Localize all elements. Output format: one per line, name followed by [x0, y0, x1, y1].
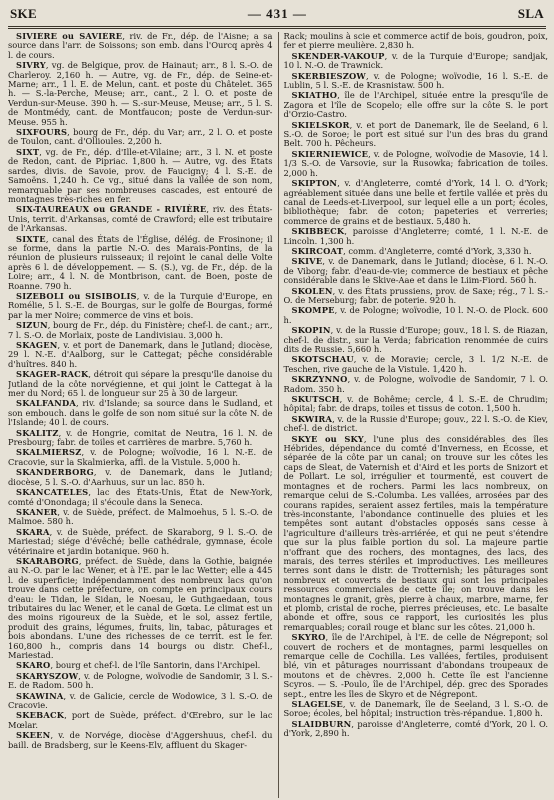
dictionary-entry: [8, 448, 273, 467]
entry-text: , v. de Pologne, woïvodie de Sandomir, 7 l. O. Radom. 350 h.: [283, 374, 548, 394]
dictionary-entry: [8, 528, 273, 556]
entry-headword: SKERBIESZOW: [291, 70, 366, 81]
entry-text: , v. de la Russie d'Europe; gouv., 22 l. S.-O. de Kiev, chef-l. de district.: [283, 413, 548, 434]
entry-headword: SKAGEN: [16, 340, 58, 350]
dictionary-entry: [8, 235, 273, 291]
dictionary-entry: [284, 52, 549, 71]
entry-headword: SKEEN: [16, 730, 51, 741]
header-rule: [8, 26, 546, 27]
entry-text: , v. d'Angleterre, comté d'York, 14 l. O. d'York; agréablement située dans une belle et fertile vallée et près du canal de Leeds-et-Liverpool, sur lequel elle a un port; écoles, bibliothèque; fabr. de coton; papeteries et verreries; commerce de grains et de bestiaux. 5,480 h.: [283, 178, 548, 226]
entry-headword: SKANCATELES: [16, 487, 89, 498]
entry-text: , v. et port de Danemark, île de Seeland, 6 l. S.-O. de Soroe; le port est situé sur l'un des bras du grand Belt. 700 h. Pêcheurs.: [283, 119, 548, 149]
entry-headword: SKUTSCH: [291, 394, 340, 405]
dictionary-entry: [284, 179, 549, 226]
text-columns: [8, 32, 548, 798]
dictionary-entry: [8, 32, 273, 60]
dictionary-entry: [8, 557, 273, 660]
entry-text: , v. de Suède, préfect. de Malmoehus, 5 l. S.-O. de Malmoe. 580 h.: [8, 506, 273, 527]
dictionary-entry: [284, 121, 549, 149]
entry-headword: SKEBACK: [16, 710, 65, 721]
dictionary-entry: [8, 61, 273, 127]
entry-headword: SKOLEN: [291, 285, 333, 296]
dictionary-entry: [8, 488, 273, 507]
entry-text: , v. de Suède, préfect. de Skaraborg, 9 l. S.-O. de Mariestad; siége d'évêché; belle cathédrale, gymnase, école vétérinaire et jardin botanique. 960 h.: [8, 526, 273, 556]
entry-text: , v. et port de Danemark, dans le Jutland; diocèse, 29 l. N.-E. d'Aalborg, sur le Cattegat; pêche considérable d'huîtres. 840 h.: [8, 340, 273, 369]
dictionary-entry: [284, 247, 549, 256]
entry-headword: SKOTSCHAU: [291, 354, 354, 365]
left-column: [8, 32, 278, 798]
dictionary-entry: [8, 692, 273, 711]
entry-text: , riv. des États-Unis, territ. d'Arkansas, comté de Crawford; elle est tributaire de l'Arkansas.: [8, 204, 273, 234]
dictionary-entry: [8, 321, 273, 340]
entry-text: , l'une plus des considérables des îles Hébrides, dépendance du comté d'Inverness, en Écosse, et séparée de la côte par un canal; on trouve sur les côtes les caps de Sleat, de Vaternish et d'Aird et les ports de Snizort et de Pollart. Le sol, irrégulier et tourmenté, est couvert de montagnes et de rochers. Parmi les lacs nombreux, on remarque celui de S.-Columba. Les vallées, arrosées par des courans rapides, seraient assez fertiles, mais la température très-inconstante, l'abondance continuelle des pluies et les tempêtes sont autant d'obstacles opposés sans cesse à l'agriculture d'ailleurs très-arriérée, et qui ne peut s'étendre que sur la plus faible portion du sol. La majeure partie n'offrant que des rochers, des montagnes, des lacs, des marais, des terres stériles et improductives. Les meilleures terres sont dans le distr. de Trotternish; les pâturages sont nombreux et couverts de bestiaux qui sont les principales ressources commerciales de cette île; on trouve dans les montagnes le granit, grès, pierre à chaux, marbre, marne, fer et plomb, cristal de roche, pierres précieuses, etc. Le basalte abonde et offre, sous ce rapport, les curiosités les plus remarquables; corail rouge et blanc sur les côtes. 21,000 h.: [283, 433, 548, 632]
entry-headword: SKARO: [16, 660, 51, 671]
entry-headword: SKOPIN: [291, 325, 331, 336]
dictionary-entry: [284, 415, 549, 434]
entry-text: , vg. de Belgique, prov. de Hainaut; arr., 8 l. S.-O. de Charleroy. 2,160 h. — Autre, vg. de Fr., dép. de Seine-et-Marne; arr., 1 l. E. de Melun, cant. et poste du Châtelet. 365 h. — S.-la-Perche, Meuse; arr., cant., 2 l. O. et poste de Verdun-sur-Meuse. 390 h. — S.-sur-Meuse, Meuse; arr., 5 l. S. de Montmédy, cant. de Montfaucon; poste de Verdun-sur-Meuse. 955 h.: [8, 60, 273, 127]
entry-headword: SIXTE: [16, 233, 46, 244]
dictionary-entry: [8, 711, 273, 730]
header-rule-secondary: [8, 28, 546, 29]
entry-headword: SLAGELSE: [291, 699, 343, 710]
entry-headword: SKALITZ: [16, 427, 59, 438]
entry-text: , canal des États de l'Église, délég. de Frosinone; il se forme, dans la partie N.-O. des Marais-Pontins, de la réunion de plusieurs ruisseaux; il rejoint le canal delle Volte après 6 l. de développement. — S. (S.), vg. de Fr., dép. de la Loire; arr., 4 l. N. de Montbrison, cant. de Boen, poste de Roanne. 790 h.: [8, 233, 273, 291]
entry-headword: SLAIDBURN: [291, 718, 352, 729]
dictionary-entry: [284, 91, 549, 119]
entry-text: , v. de la Russie d'Europe; gouv., 18 l. S. de Riazan, chef-l. de distr., sur la Verda; fabrication renommée de cuirs dits de Russie. 5,660 h.: [283, 325, 548, 354]
entry-headword: SIXT: [16, 146, 40, 157]
entry-headword: SKARYSZOW: [16, 670, 79, 681]
entry-text: , v. de la Turquie d'Europe; sandjak, 10 l. N.-O. de Trawnick.: [283, 50, 548, 71]
entry-text: , comm. d'Angleterre, comté d'York, 3,330 h.: [343, 245, 532, 256]
dictionary-entry: [8, 399, 273, 427]
dictionary-entry: [8, 148, 273, 204]
entry-text: , bourg et chef-l. de l'île Santorin, dans l'Archipel.: [50, 660, 261, 671]
entry-text: , paroisse d'Angleterre; comté, 1 l. N.-E. de Lincoln. 1,300 h.: [283, 226, 548, 246]
dictionary-entry: [284, 375, 549, 394]
entry-text: , v. de Pologne; woïvodie, 16 l. S.-E. de Lublin, 5 l. S.-E. de Krasnistaw. 500 h.: [283, 70, 548, 91]
running-header: [10, 3, 544, 25]
dictionary-entry: [284, 227, 549, 246]
dictionary-entry: [8, 661, 273, 670]
dictionary-entry: [8, 429, 273, 448]
dictionary-entry: [8, 672, 273, 691]
entry-headword: SKRZYNNO: [291, 374, 348, 385]
dictionary-entry: [8, 205, 273, 233]
entry-text: , vg. de Fr., dép. d'Ille-et-Vilaine; arr., 3 l. N. et poste de Redon, cant. de Pipriac. 1,800 h. — Autre, vg. des États sardes, divis. de Savoie, prov. de Faucigny; 4 l. S.-E. de Samoëns. 1,240 h. Ce vg., situé dans la vallée de son nom, remarquable par ses nombreuses cascades, est entouré de montagnes très-riches en fer.: [8, 146, 273, 204]
entry-text: , v. de Pologne; woïvodie, 16 l. N.-E. de Cracovie, sur la Skalmierka, affl. de la Vistule. 5,000 h.: [8, 447, 273, 467]
dictionary-entry: [284, 72, 549, 91]
entry-headword: SKOMPE: [291, 305, 335, 316]
entry-text: , paroisse d'Angleterre, comté d'York, 20 l. O. d'York, 2,890 h.: [283, 718, 548, 739]
entry-headword: SKIBBECK: [291, 226, 345, 237]
header-guide-word-left: SKE: [10, 6, 37, 21]
dictionary-entry: [284, 720, 549, 739]
dictionary-entry: [8, 128, 273, 147]
dictionary-entry: [284, 633, 549, 699]
entry-text: Rack; moulins à scie et commerce actif de bois, goudron, poix, fer et pierre meulière. 2,830 h.: [283, 32, 548, 51]
dictionary-entry: [284, 355, 549, 374]
entry-headword: SKIERNIEWICE: [291, 148, 369, 159]
entry-text: , v. de Pologne; woïvodie, 10 l. N.-O. de Plock. 600 h.: [283, 305, 548, 325]
entry-text: , bourg de Fr., dép. du Var; arr., 2 l. O. et poste de Toulon, cant. d'Ollioules. 2,200 h.: [8, 127, 273, 147]
entry-headword: SKANER: [16, 506, 58, 517]
entry-headword: SIVRY: [16, 60, 46, 71]
entry-text: , v. de Bohême; cercle, 4 l. S.-E. de Chrudim; hôpital; fabr. de draps, toiles et tissus de coton. 1,500 h.: [283, 394, 548, 414]
entry-text: , préfect. de Suède, dans la Gothie, baignée au N.-O. par le lac Wener, et à l'E. par le lac Wetter; elle a 445 l. de superficie; indépendamment des nombreux lacs qu'on trouve dans cette préfecture, on compte en principaux cours d'eau: le Tidan, le Sidan, le Noesau, le Guthgaedaan, tous tributaires du lac Wener, et le canal de Gœta. Le climat est un des moins rigoureux de la Suède, et le sol, assez fertile, produit des grains, légumes, fruits, lin, tabac, pâturages et bois abondans. L'une des richesses de ce territ. est le fer. 160,800 h., compris dans 14 bourgs ou distr. Chef-l., Mariestad.: [8, 555, 273, 660]
entry-headword: SKAWINA: [16, 690, 64, 701]
dictionary-entry: [8, 370, 273, 398]
entry-text: , v. de Danemark, dans le Jutland; diocèse, 5 l. S.-O. d'Aarhuus, sur un lac. 850 h.: [8, 467, 273, 487]
entry-text: , v. de Hongrie, comitat de Neutra, 16 l. N. de Presbourg; fabr. de toiles et carrières de marbre. 5,760 h.: [8, 427, 273, 448]
entry-text: , bourg de Fr., dép. du Finistère; chef-l. de cant.; arr., 7 l. S.-O. de Morlaix, poste de Landivisiau. 3,000 h.: [8, 320, 273, 340]
entry-text: , v. de Pologne, woïvodie de Sandomir, 3 l. S.-E. de Radom. 500 h.: [8, 670, 273, 691]
dictionary-entry: [284, 700, 549, 719]
entry-text: , lac des États-Unis, État de New-York, comté d'Onondaga; il s'écoule dans la Seneca.: [8, 487, 273, 507]
right-column: [279, 32, 549, 798]
entry-headword: SIZUN: [16, 320, 48, 331]
entry-headword: SIVIÈRE ou SAVIÈRE: [16, 32, 123, 41]
entry-headword: SKYRO: [291, 632, 326, 643]
entry-text: , riv. d'Islande; sa source dans le Sudland, et son embouch. dans le golfe de son nom situé sur la côte N. de l'Islande; 40 l. de cours.: [8, 398, 273, 428]
entry-text: , détroit qui sépare la presqu'île danoise du Jutland de la côte norvégienne, et qui joint le Cattegat à la mer du Nord; 65 l. de longueur sur 25 à 30 de largeur.: [8, 369, 273, 399]
entry-headword: SKIPTON: [291, 178, 338, 189]
entry-headword: SKYE ou SKY: [291, 433, 364, 444]
entry-text: , riv. de Fr., dép. de l'Aisne; a sa source dans l'arr. de Soissons; son emb. dans l'Ourcq après 4 l. de cours.: [8, 32, 273, 60]
entry-text: , v. de Danemark, dans le Jutland; diocèse, 6 l. N.-O. de Viborg; fabr. d'eau-de-vie; commerce de bestiaux et pêche considérable dans le Skive-Aae et dans le Liim-Fiord. 560 h.: [283, 256, 548, 286]
entry-headword: SIX-TAUREAUX ou GRANDE - RIVIÈRE: [16, 204, 207, 215]
dictionary-entry: [284, 257, 549, 285]
entry-text: , v. de la Turquie d'Europe, en Romélie, 5 l. S.-E. de Bourgas, sur le golfe de Bourgas, formé par la mer Noire; commerce de vins et bois.: [8, 290, 273, 320]
dictionary-entry: [284, 435, 549, 633]
dictionary-entry: [284, 32, 549, 51]
entry-text: , v. de Galicie, cercle de Wodowice, 3 l. S.-O. de Cracovie.: [8, 690, 273, 711]
header-guide-word-right: SLA: [517, 6, 544, 21]
entry-text: , v. de Moravie; cercle, 3 l. 1/2 N.-E. de Teschen, rive gauche de la Vistule. 1,420 h.: [283, 354, 548, 374]
dictionary-entry: [8, 508, 273, 527]
dictionary-entry: [8, 341, 273, 369]
entry-headword: SKIELSKOR: [291, 119, 350, 130]
entry-text: , v. de Norvége, diocèse d'Aggershuus, chef-l. du baill. de Bradsberg, sur le Keens-Elv, affluent du Skager-: [8, 730, 273, 750]
entry-headword: SIZEBOLI ou SISIBOLIS: [16, 290, 137, 301]
entry-headword: SKIRCOAT: [291, 245, 344, 256]
entry-headword: SKALMIERSZ: [16, 447, 82, 458]
dictionary-entry: [284, 326, 549, 354]
entry-text: , île de l'Archipel, à l'E. de celle de Négrepont; sol couvert de rochers et de montagnes, parmi lesquelles on remarque celle de Cochilla. Les vallées, fertiles, produisent blé, vin et pâturages nourrissant d'abondans troupeaux de moutons et de chèvres. 2,000 h. Cette île est l'ancienne Scyros. — S. -Poulo, île de l'Archipel, dép. grec des Sporades sept., entre les îles de Skyro et de Négrepont.: [283, 632, 548, 699]
dictionary-entry: [8, 731, 273, 750]
entry-text: , île de l'Archipel, située entre la presqu'île de Zagora et l'île de Scopelo; elle offre sur la côte S. le port d'Orzio-Castro.: [283, 90, 548, 120]
entry-text: , port de Suède, préfect. d'Œrebro, sur le lac Mœlar.: [8, 710, 273, 730]
dictionary-entry: [284, 287, 549, 306]
entry-headword: SKWIRA: [291, 413, 333, 424]
dictionary-entry: [284, 150, 549, 178]
entry-headword: SKAGER-RACK: [16, 369, 89, 380]
dictionary-entry: [8, 468, 273, 487]
entry-headword: SKANDERBORG: [16, 467, 94, 478]
entry-headword: SKARA: [16, 526, 50, 537]
entry-headword: SKIATHO: [291, 90, 338, 101]
dictionary-entry: [8, 292, 273, 320]
entry-headword: SKIVE: [291, 256, 323, 267]
entry-headword: SKALFANDA: [16, 398, 76, 409]
entry-text: , v. des États prussiens, prov. de Saxe; rég., 7 l. S.-O. de Merseburg; fabr. de poterie. 920 h.: [283, 285, 548, 305]
entry-text: , v. de Pologne, woïvodie de Masovie, 14 l. 1/3 S.-O. de Varsovie, sur la Rusowka; fabrication de toiles. 2,000 h.: [283, 148, 548, 178]
dictionary-entry: [284, 395, 549, 414]
entry-headword: SKARABORG: [16, 555, 79, 566]
dictionary-entry: [284, 306, 549, 325]
entry-text: , v. de Danemark, île de Seeland, 3 l. S.-O. de Soroe; écoles, bel hôpital; instruction très-répandue. 1,800 h.: [283, 699, 548, 719]
page-number: — 431 —: [247, 6, 307, 21]
entry-headword: SIXFOURS: [16, 127, 68, 138]
entry-headword: SKENDER-VAKOUP: [291, 50, 385, 61]
